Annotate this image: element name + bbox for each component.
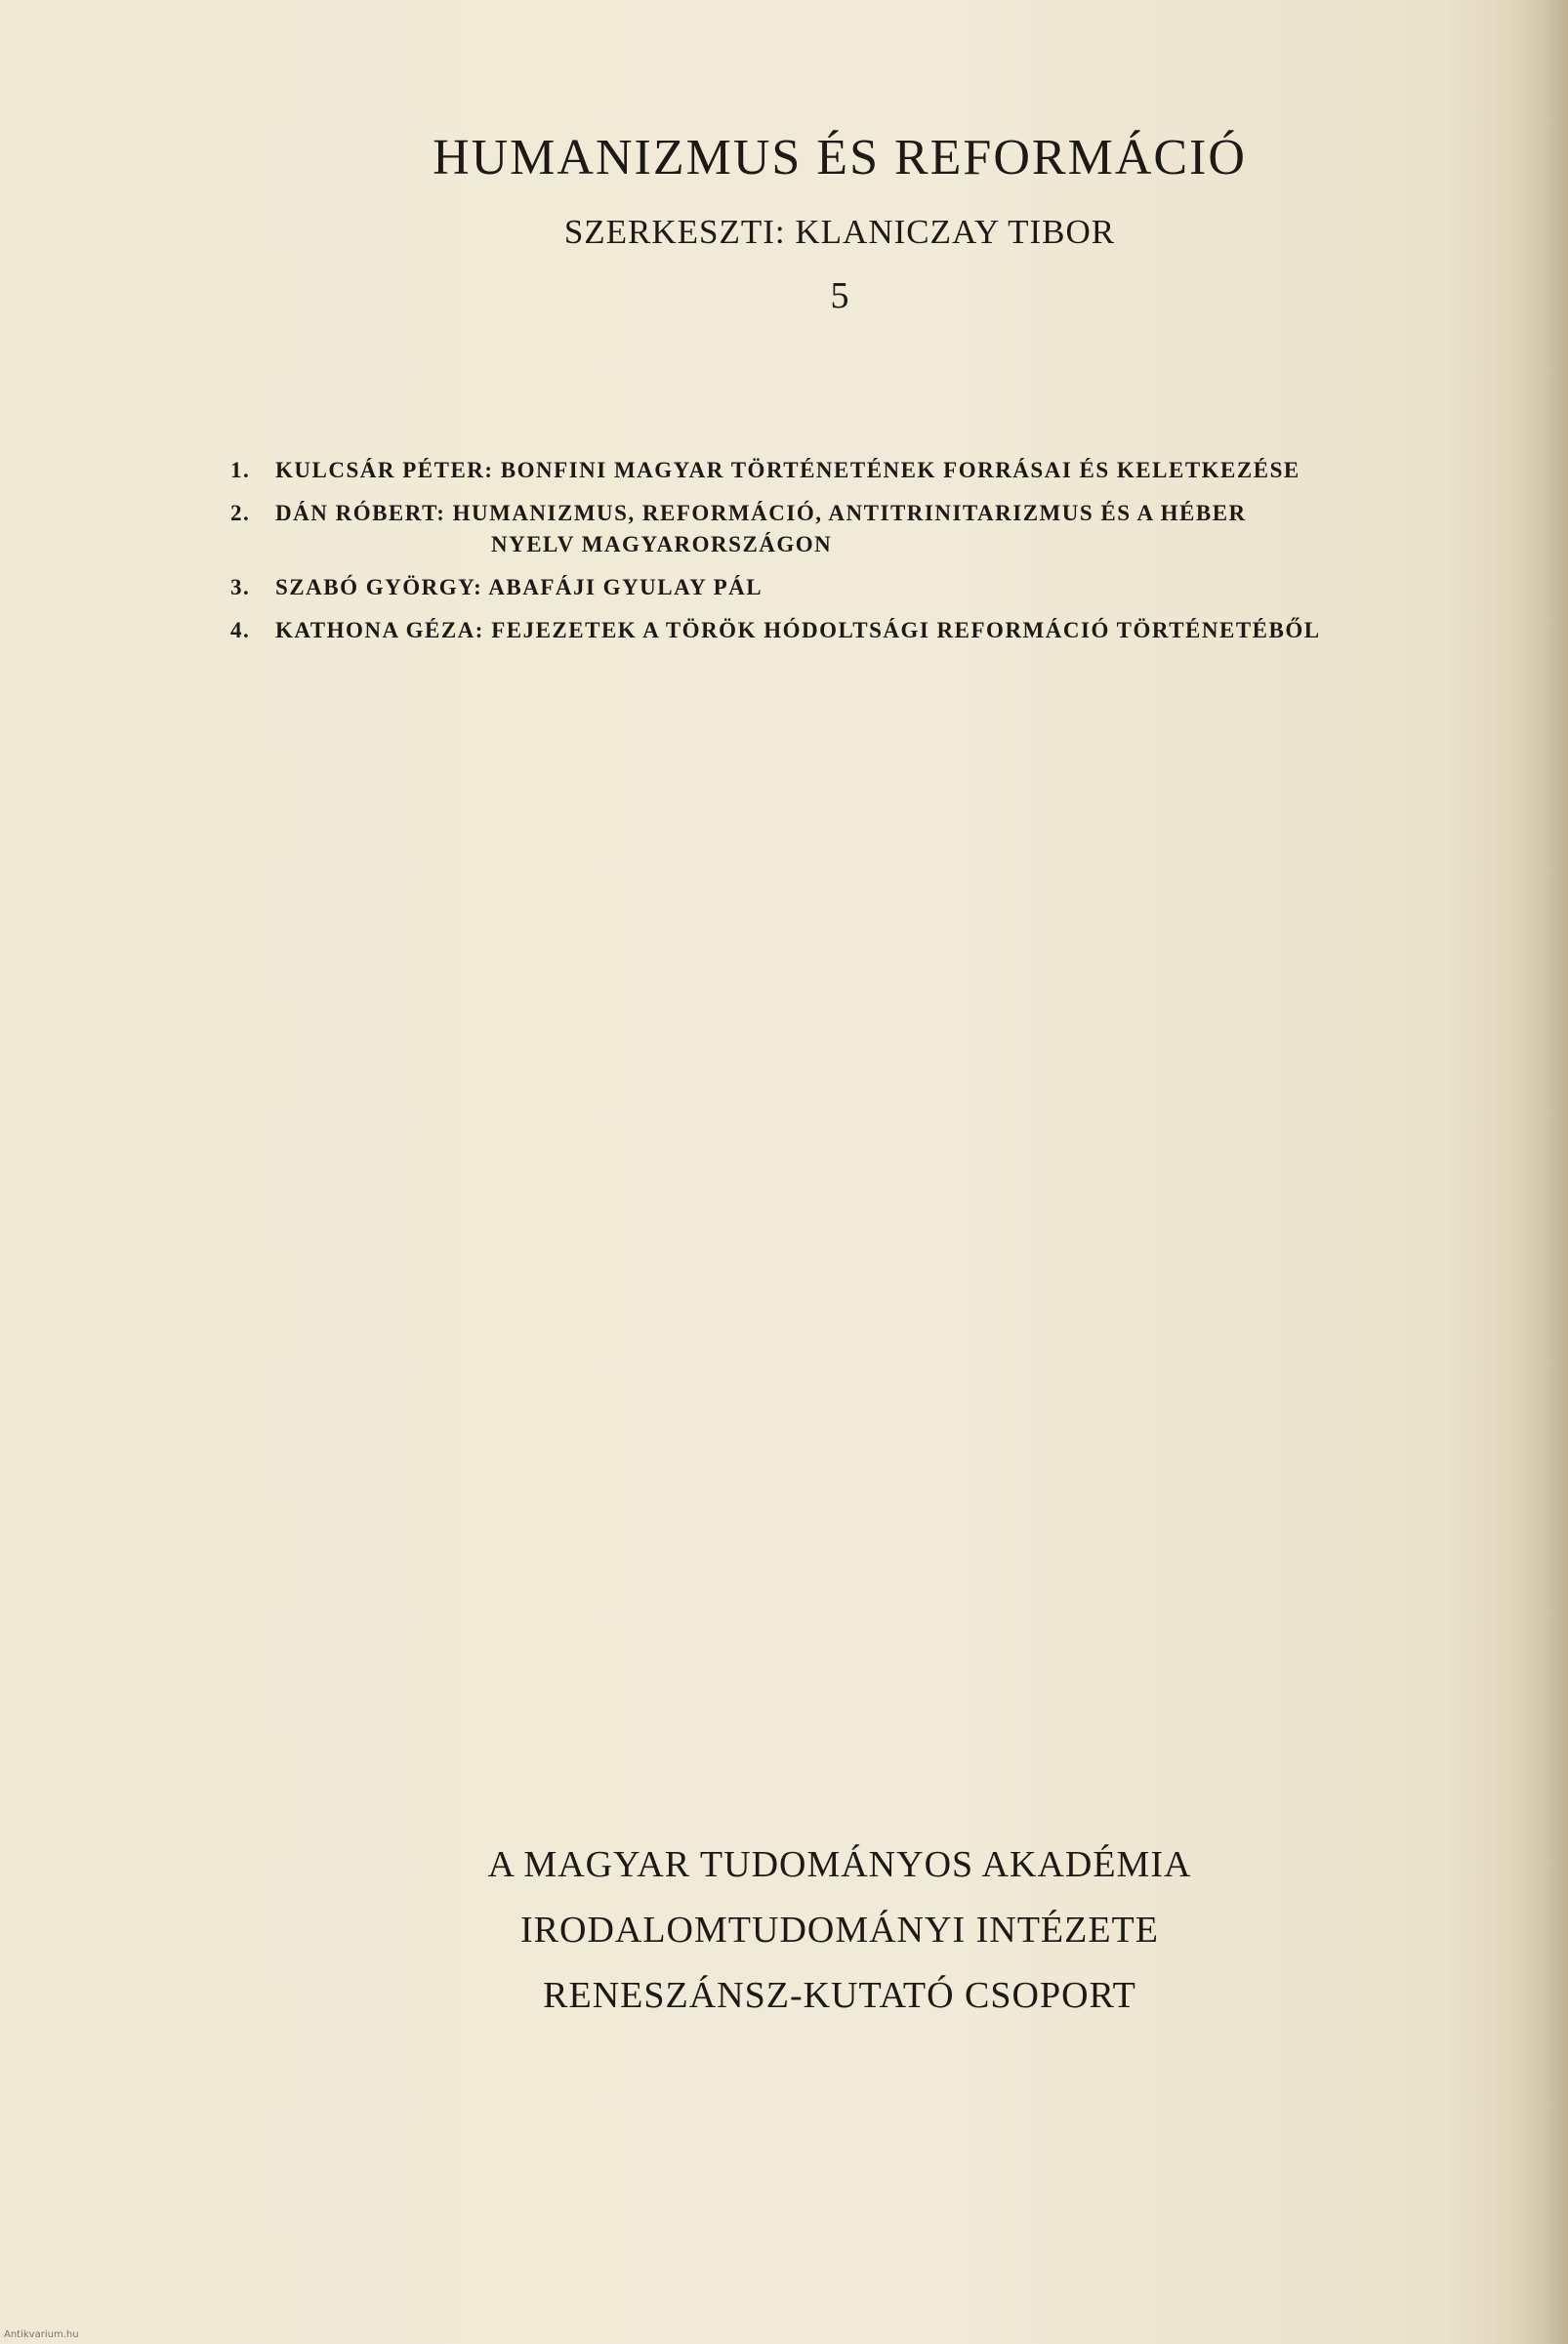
list-item-title-line: DÁN RÓBERT: HUMANIZMUS, REFORMÁCIÓ, ANTITRINITARIZMUS ÉS A HÉBER: [275, 501, 1247, 525]
list-item: [230, 615, 1392, 646]
list-item-title: KATHONA GÉZA: FEJEZETEK A TÖRÖK HÓDOLTSÁGI REFORMÁCIÓ TÖRTÉNETÉBŐL: [275, 618, 1321, 642]
list-item-number: 4.: [230, 618, 251, 642]
series-title: HUMANIZMUS ÉS REFORMÁCIÓ: [433, 130, 1247, 185]
volume-number: 5: [830, 275, 849, 316]
list-item: [230, 572, 1392, 603]
list-item-title: [275, 498, 1392, 560]
publisher-line-academy: A MAGYAR TUDOMÁNYOS AKADÉMIA: [487, 1844, 1192, 1885]
list-item: [230, 498, 1392, 560]
list-item-title-continuation: NYELV MAGYARORSZÁGON: [491, 532, 833, 556]
list-item: [230, 455, 1392, 486]
list-item-title: SZABÓ GYÖRGY: ABAFÁJI GYULAY PÁL: [275, 575, 763, 599]
publisher-line-institute: IRODALOMTUDOMÁNYI INTÉZETE: [520, 1910, 1159, 1951]
publisher-line-group: RENESZÁNSZ-KUTATÓ CSOPORT: [543, 1975, 1136, 2016]
list-item-number: 3.: [230, 575, 251, 599]
list-item-number: 1.: [230, 458, 251, 482]
series-volume-list: [230, 455, 1392, 658]
watermark-text: Antikvarium.hu: [4, 2329, 79, 2340]
editor-line: SZERKESZTI: KLANICZAY TIBOR: [563, 213, 1116, 251]
list-item-number: 2.: [230, 501, 251, 525]
publisher-block: [0, 1832, 1568, 2029]
list-item-title: KULCSÁR PÉTER: BONFINI MAGYAR TÖRTÉNETÉNEK FORRÁSAI ÉS KELETKEZÉSE: [275, 458, 1300, 482]
